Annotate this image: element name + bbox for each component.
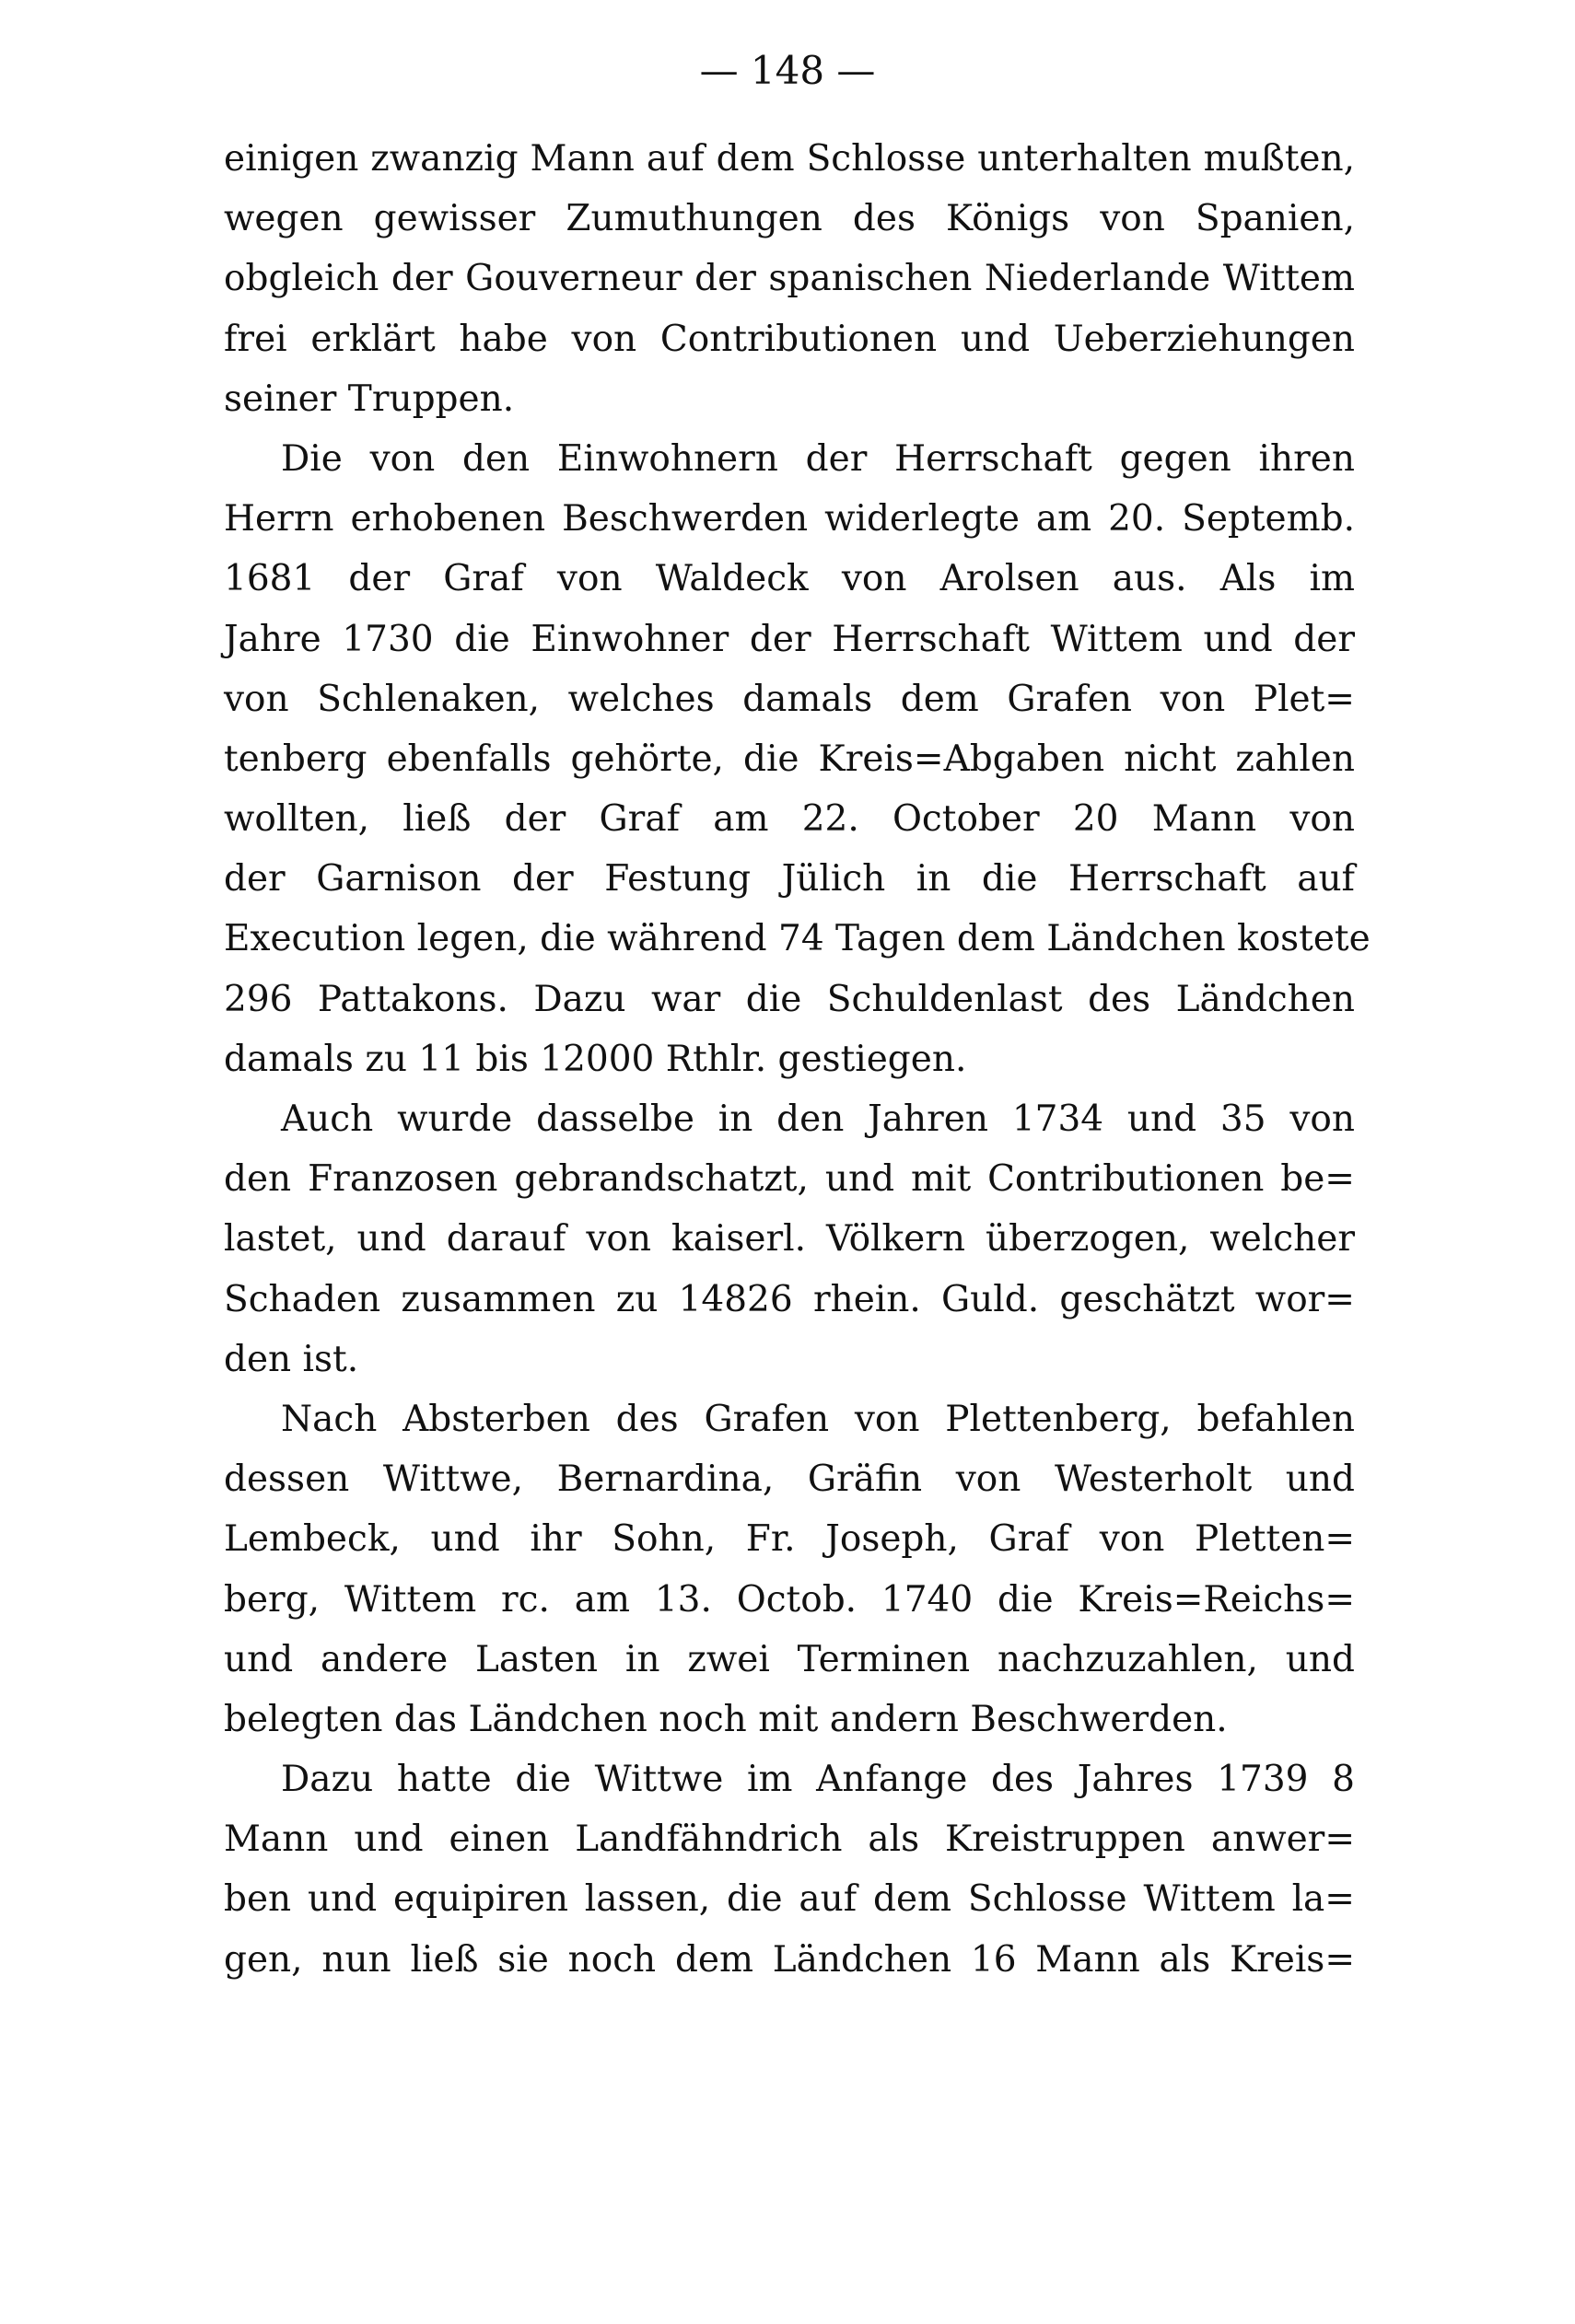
paragraph-start-line: Dazu hatte die Wittwe im Anfange des Jahres 1739 8 — [281, 1759, 1355, 1801]
text-line: dessen Wittwe, Bernardina, Gräfin von Westerholt und — [224, 1458, 1355, 1501]
text-line: seiner Truppen. — [224, 378, 515, 420]
paragraph-start-line: Auch wurde dasselbe in den Jahren 1734 und 35 von — [281, 1098, 1355, 1140]
paragraph-start-line: Die von den Einwohnern der Herrschaft gegen ihren — [281, 437, 1355, 480]
text-line: lastet, und darauf von kaiserl. Völkern überzogen, welcher — [224, 1218, 1355, 1261]
text-line: gen, nun ließ sie noch dem Ländchen 16 Mann als Kreis= — [224, 1938, 1355, 1981]
body-text — [224, 129, 1371, 1990]
text-line: den Franzosen gebrandschatzt, und mit Contributionen be= — [224, 1158, 1355, 1201]
text-line: damals zu 11 bis 12000 Rthlr. gestiegen. — [224, 1038, 967, 1080]
text-line: Herrn erhobenen Beschwerden widerlegte am 20. Septemb. — [224, 498, 1355, 540]
text-line: Jahre 1730 die Einwohner der Herrschaft Wittem und der — [224, 618, 1355, 660]
paragraph-start-line: Nach Absterben des Grafen von Plettenberg, befahlen — [281, 1398, 1355, 1440]
text-line: von Schlenaken, welches damals dem Grafen von Plet= — [224, 678, 1355, 720]
text-line: wegen gewisser Zumuthungen des Königs von Spanien, — [224, 198, 1355, 240]
text-line: obgleich der Gouverneur der spanischen Niederlande Wittem — [224, 258, 1355, 300]
text-line: und andere Lasten in zwei Terminen nachzuzahlen, und — [224, 1638, 1355, 1680]
text-line: Schaden zusammen zu 14826 rhein. Guld. geschätzt wor= — [224, 1278, 1355, 1320]
text-line: tenberg ebenfalls gehörte, die Kreis=Abgaben nicht zahlen — [224, 738, 1355, 780]
text-line: wollten, ließ der Graf am 22. October 20 Mann von — [224, 798, 1355, 841]
text-line: Mann und einen Landfähndrich als Kreistruppen anwer= — [224, 1819, 1355, 1861]
text-line: Lembeck, und ihr Sohn, Fr. Joseph, Graf von Pletten= — [224, 1518, 1355, 1561]
text-line: 296 Pattakons. Dazu war die Schuldenlast des Ländchen — [224, 978, 1355, 1020]
page-number: — 148 — — [699, 48, 876, 93]
text-line: 1681 der Graf von Waldeck von Arolsen aus. Als im — [224, 558, 1355, 600]
text-line: ben und equipiren lassen, die auf dem Schlosse Wittem la= — [224, 1878, 1355, 1921]
text-line: einigen zwanzig Mann auf dem Schlosse unterhalten mußten, — [224, 138, 1355, 180]
text-line: der Garnison der Festung Jülich in die Herrschaft auf — [224, 858, 1355, 901]
text-line: berg, Wittem rc. am 13. Octob. 1740 die Kreis=Reichs= — [224, 1578, 1355, 1621]
text-line: Execution legen, die während 74 Tagen dem Ländchen kostete — [224, 918, 1371, 960]
text-line: den ist. — [224, 1338, 359, 1380]
text-line: frei erklärt habe von Contributionen und Ueberziehungen — [224, 318, 1355, 360]
text-line: belegten das Ländchen noch mit andern Beschwerden. — [224, 1698, 1228, 1740]
